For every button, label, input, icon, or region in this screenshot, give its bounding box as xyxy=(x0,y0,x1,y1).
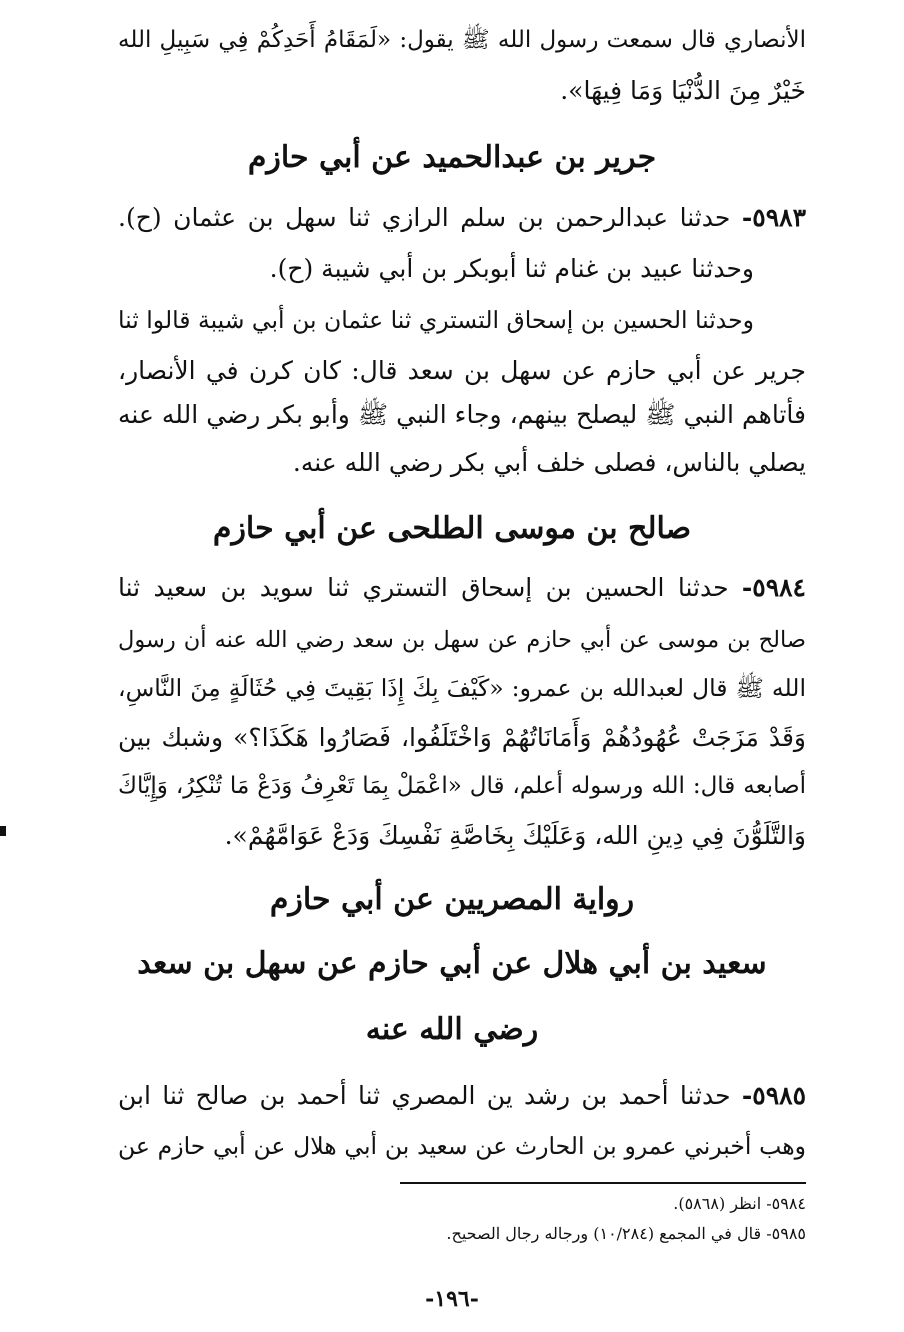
hadith-first-line xyxy=(118,568,806,608)
page-number: -١٩٦- xyxy=(425,1286,479,1312)
text-line: وهب أخبرني عمرو بن الحارث عن سعيد بن أبي هلال عن أبي حازم عن xyxy=(118,1132,806,1160)
text-line: حدثنا أحمد بن رشد ين المصري ثنا أحمد بن صالح ثنا ابن xyxy=(118,1081,731,1110)
hadith-number: ٥٩٨٤- xyxy=(741,573,806,602)
text-line: صالح بن موسى عن أبي حازم عن سهل بن سعد رضي الله عنه أن رسول xyxy=(118,627,806,653)
scan-edge-mark xyxy=(0,826,6,836)
text-line: أصابعه قال: الله ورسوله أعلم، قال «اعْمَلْ بِمَا تَعْرِفُ وَدَعْ مَا تُنْكِرُ، وَإِيَّاكَ xyxy=(118,773,806,799)
text-line: خَيْرٌ مِنَ الدُّنْيَا وَمَا فِيهَا». xyxy=(560,76,806,105)
hadith-first-line xyxy=(118,1076,806,1116)
section-heading: رضي الله عنه xyxy=(365,1012,539,1047)
text-line: حدثنا عبدالرحمن بن سلم الرازي ثنا سهل بن عثمان (ح). xyxy=(118,203,731,232)
text-line: وحدثنا الحسين بن إسحاق التستري ثنا عثمان بن أبي شيبة قالوا ثنا xyxy=(118,306,754,334)
text-line: وَقَدْ مَزَجَتْ عُهُودُهُمْ وَأَمَانَاتُهُمْ وَاخْتَلَفُوا، فَصَارُوا هَكَذَا؟» وشبك بين xyxy=(118,723,806,752)
text-line: وَالتَّلَوُّنَ فِي دِينِ الله، وَعَلَيْكَ بِخَاصَّةِ نَفْسِكَ وَدَعْ عَوَامَّهُمْ». xyxy=(224,821,806,850)
footnote: ٥٩٨٤- انظر (٥٨٦٨). xyxy=(673,1194,806,1213)
text-line: حدثنا الحسين بن إسحاق التستري ثنا سويد بن سعيد ثنا xyxy=(118,573,729,602)
section-heading: سعيد بن أبي هلال عن أبي حازم عن سهل بن سعد xyxy=(137,946,767,981)
text-line: الأنصاري قال سمعت رسول الله ﷺ يقول: «لَمَقَامُ أَحَدِكُمْ فِي سَبِيلِ الله xyxy=(118,27,806,53)
footnote: ٥٩٨٥- قال في المجمع (١٠/٢٨٤) ورجاله رجال الصحيح. xyxy=(446,1224,806,1243)
text-line: الله ﷺ قال لعبدالله بن عمرو: «كَيْفَ بِكَ إِذَا بَقِيتَ فِي حُثَالَةٍ مِنَ النَّاسِ، xyxy=(118,674,806,702)
section-heading: جرير بن عبدالحميد عن أبي حازم xyxy=(247,140,657,175)
section-heading: صالح بن موسى الطلحى عن أبي حازم xyxy=(212,511,692,546)
text-line: وحدثنا عبيد بن غنام ثنا أبوبكر بن أبي شيبة (ح). xyxy=(269,254,754,283)
hadith-number: ٥٩٨٥- xyxy=(741,1081,806,1110)
text-line: جرير عن أبي حازم عن سهل بن سعد قال: كان كرن في الأنصار، xyxy=(118,356,806,385)
text-line: فأتاهم النبي ﷺ ليصلح بينهم، وجاء النبي ﷺ وأبو بكر رضي الله عنه xyxy=(118,400,806,429)
hadith-first-line xyxy=(118,198,806,238)
footnote-separator xyxy=(400,1182,806,1184)
section-heading: رواية المصريين عن أبي حازم xyxy=(269,882,635,917)
hadith-number: ٥٩٨٣- xyxy=(741,203,806,232)
text-line: يصلي بالناس، فصلى خلف أبي بكر رضي الله عنه. xyxy=(292,448,806,477)
